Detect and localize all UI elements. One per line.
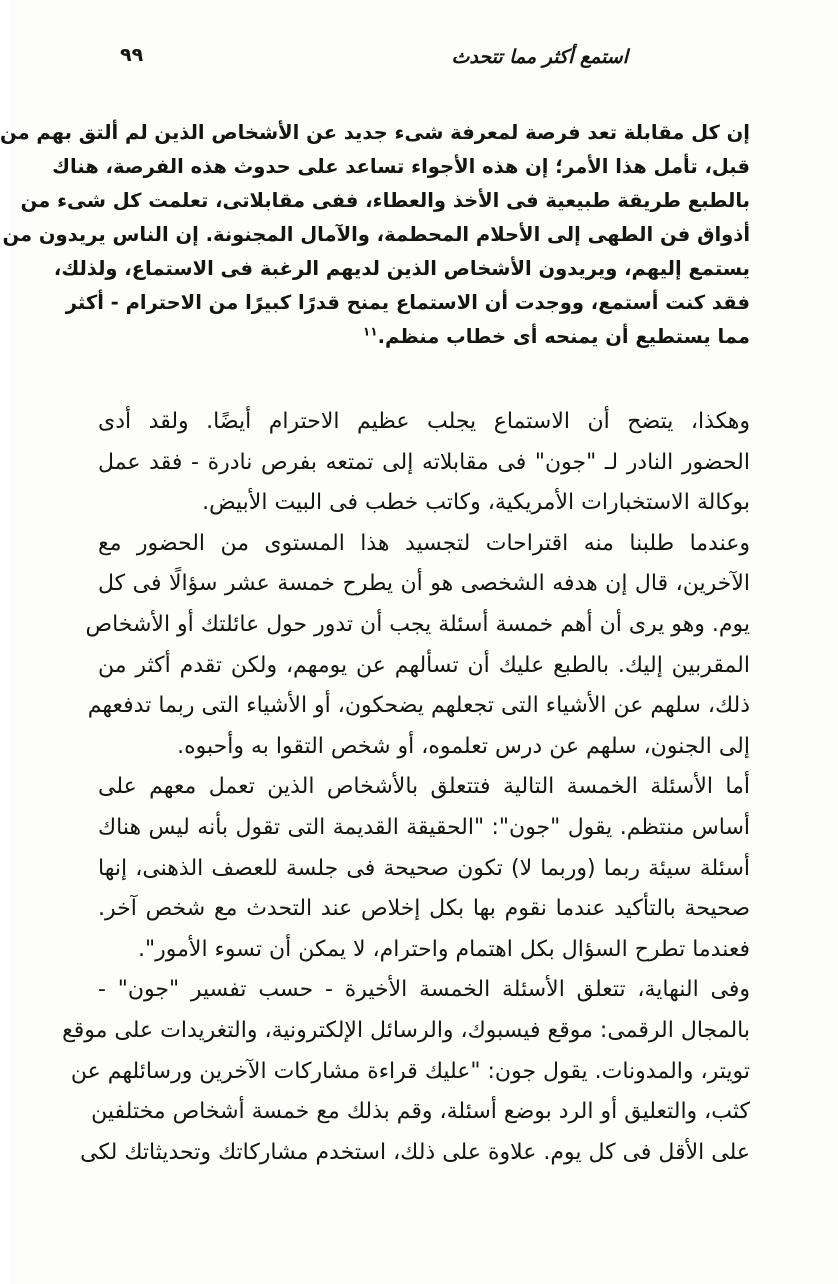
quote-line: قبل، تأمل هذا الأمر؛ إن هذه الأجواء تساعد على حدوث هذه الفرصة، هناك xyxy=(52,155,750,178)
body-line: المقربين إليك. بالطبع عليك أن تسألهم عن يومهم، ولكن تقدم أكثر من xyxy=(98,652,750,678)
quote-line: فقد كنت أستمع، ووجدت أن الاستماع يمنح قدرًا كبيرًا من الاحترام - أكثر xyxy=(65,291,750,314)
body-line: إلى الجنون، سلهم عن درس تعلموه، أو شخص التقوا به وأحبوه. xyxy=(177,733,750,759)
running-title: استمع أكثر مما تتحدث xyxy=(451,46,628,68)
paragraph-4 xyxy=(62,970,750,1173)
body-line: الآخرين، قال إن هدفه الشخصى هو أن يطرح خمسة عشر سؤالًا فى كل xyxy=(98,571,750,597)
body-line: بالمجال الرقمى: موقع فيسبوك، والرسائل الإلكترونية، والتغريدات على موقع xyxy=(62,1017,750,1043)
body-line: فعندما تطرح السؤال بكل اهتمام واحترام، لا يمكن أن تسوء الأمور". xyxy=(138,936,750,962)
paragraph-3 xyxy=(98,767,750,970)
body-line: وهكذا، يتضح أن الاستماع يجلب عظيم الاحترام أيضًا. ولقد أدى xyxy=(98,409,750,434)
body-line: تويتر، والمدونات. يقول جون: "عليك قراءة مشاركات الآخرين ورسائلهم عن xyxy=(70,1058,750,1084)
body-line: أسئلة سيئة ربما (وربما لا) تكون صحيحة فى جلسة للعصف الذهنى، إنها xyxy=(98,855,750,881)
paragraph-1 xyxy=(98,402,750,524)
body-line: على الأقل فى كل يوم. علاوة على ذلك، استخدم مشاركاتك وتحديثاتك لكى xyxy=(80,1139,750,1165)
body-line: ذلك، سلهم عن الأشياء التى تجعلهم يضحكون، أو الأشياء التى ربما تدفعهم xyxy=(87,693,750,719)
block-quote xyxy=(0,116,750,354)
footnote-marker: ١١ xyxy=(362,324,378,339)
body-line: كثب، والتعليق أو الرد بوضع أسئلة، وقم بذلك مع خمسة أشخاص مختلفين xyxy=(91,1099,750,1125)
paragraph-2 xyxy=(85,524,750,768)
quote-line: بالطبع طريقة طبيعية فى الأخذ والعطاء، ففى مقابلاتى، تعلمت كل شىء من xyxy=(20,189,750,212)
body-line: وفى النهاية، تتعلق الأسئلة الخمسة الأخيرة - حسب تفسير "جون" - xyxy=(98,977,750,1003)
running-head xyxy=(120,44,628,76)
body-line: صحيحة بالتأكيد عندما نقوم بها بكل إخلاص عند التحدث مع شخص آخر. xyxy=(98,896,750,922)
page-number: ٩٩ xyxy=(120,44,144,66)
body-text xyxy=(62,402,750,1173)
body-line: أما الأسئلة الخمسة التالية فتتعلق بالأشخاص الذين تعمل معهم على xyxy=(98,774,750,800)
quote-line: أذواق فن الطهى إلى الأحلام المحطمة، والآمال المجنونة. إن الناس يريدون من xyxy=(2,223,750,246)
quote-line: يستمع إليهم، ويريدون الأشخاص الذين لديهم الرغبة فى الاستماع، ولذلك، xyxy=(53,257,750,280)
body-line: وعندما طلبنا منه اقتراحات لتجسيد هذا المستوى من الحضور مع xyxy=(98,530,750,556)
quote-line-last xyxy=(110,320,750,354)
body-line: الحضور النادر لـ "جون" فى مقابلاته إلى تمتعه بفرص نادرة - فقد عمل xyxy=(98,449,750,475)
body-line: بوكالة الاستخبارات الأمريكية، وكاتب خطب فى البيت الأبيض. xyxy=(202,490,750,516)
body-line: يوم. وهو يرى أن أهم خمسة أسئلة يجب أن تدور حول عائلتك أو الأشخاص xyxy=(85,611,750,637)
quote-line-text: مما يستطيع أن يمنحه أى خطاب منظم. xyxy=(377,325,750,348)
quote-line: إن كل مقابلة تعد فرصة لمعرفة شىء جديد عن الأشخاص الذين لم ألتق بهم من xyxy=(0,121,750,144)
body-line: أساس منتظم. يقول "جون": "الحقيقة القديمة التى تقول بأنه ليس هناك xyxy=(98,814,750,840)
